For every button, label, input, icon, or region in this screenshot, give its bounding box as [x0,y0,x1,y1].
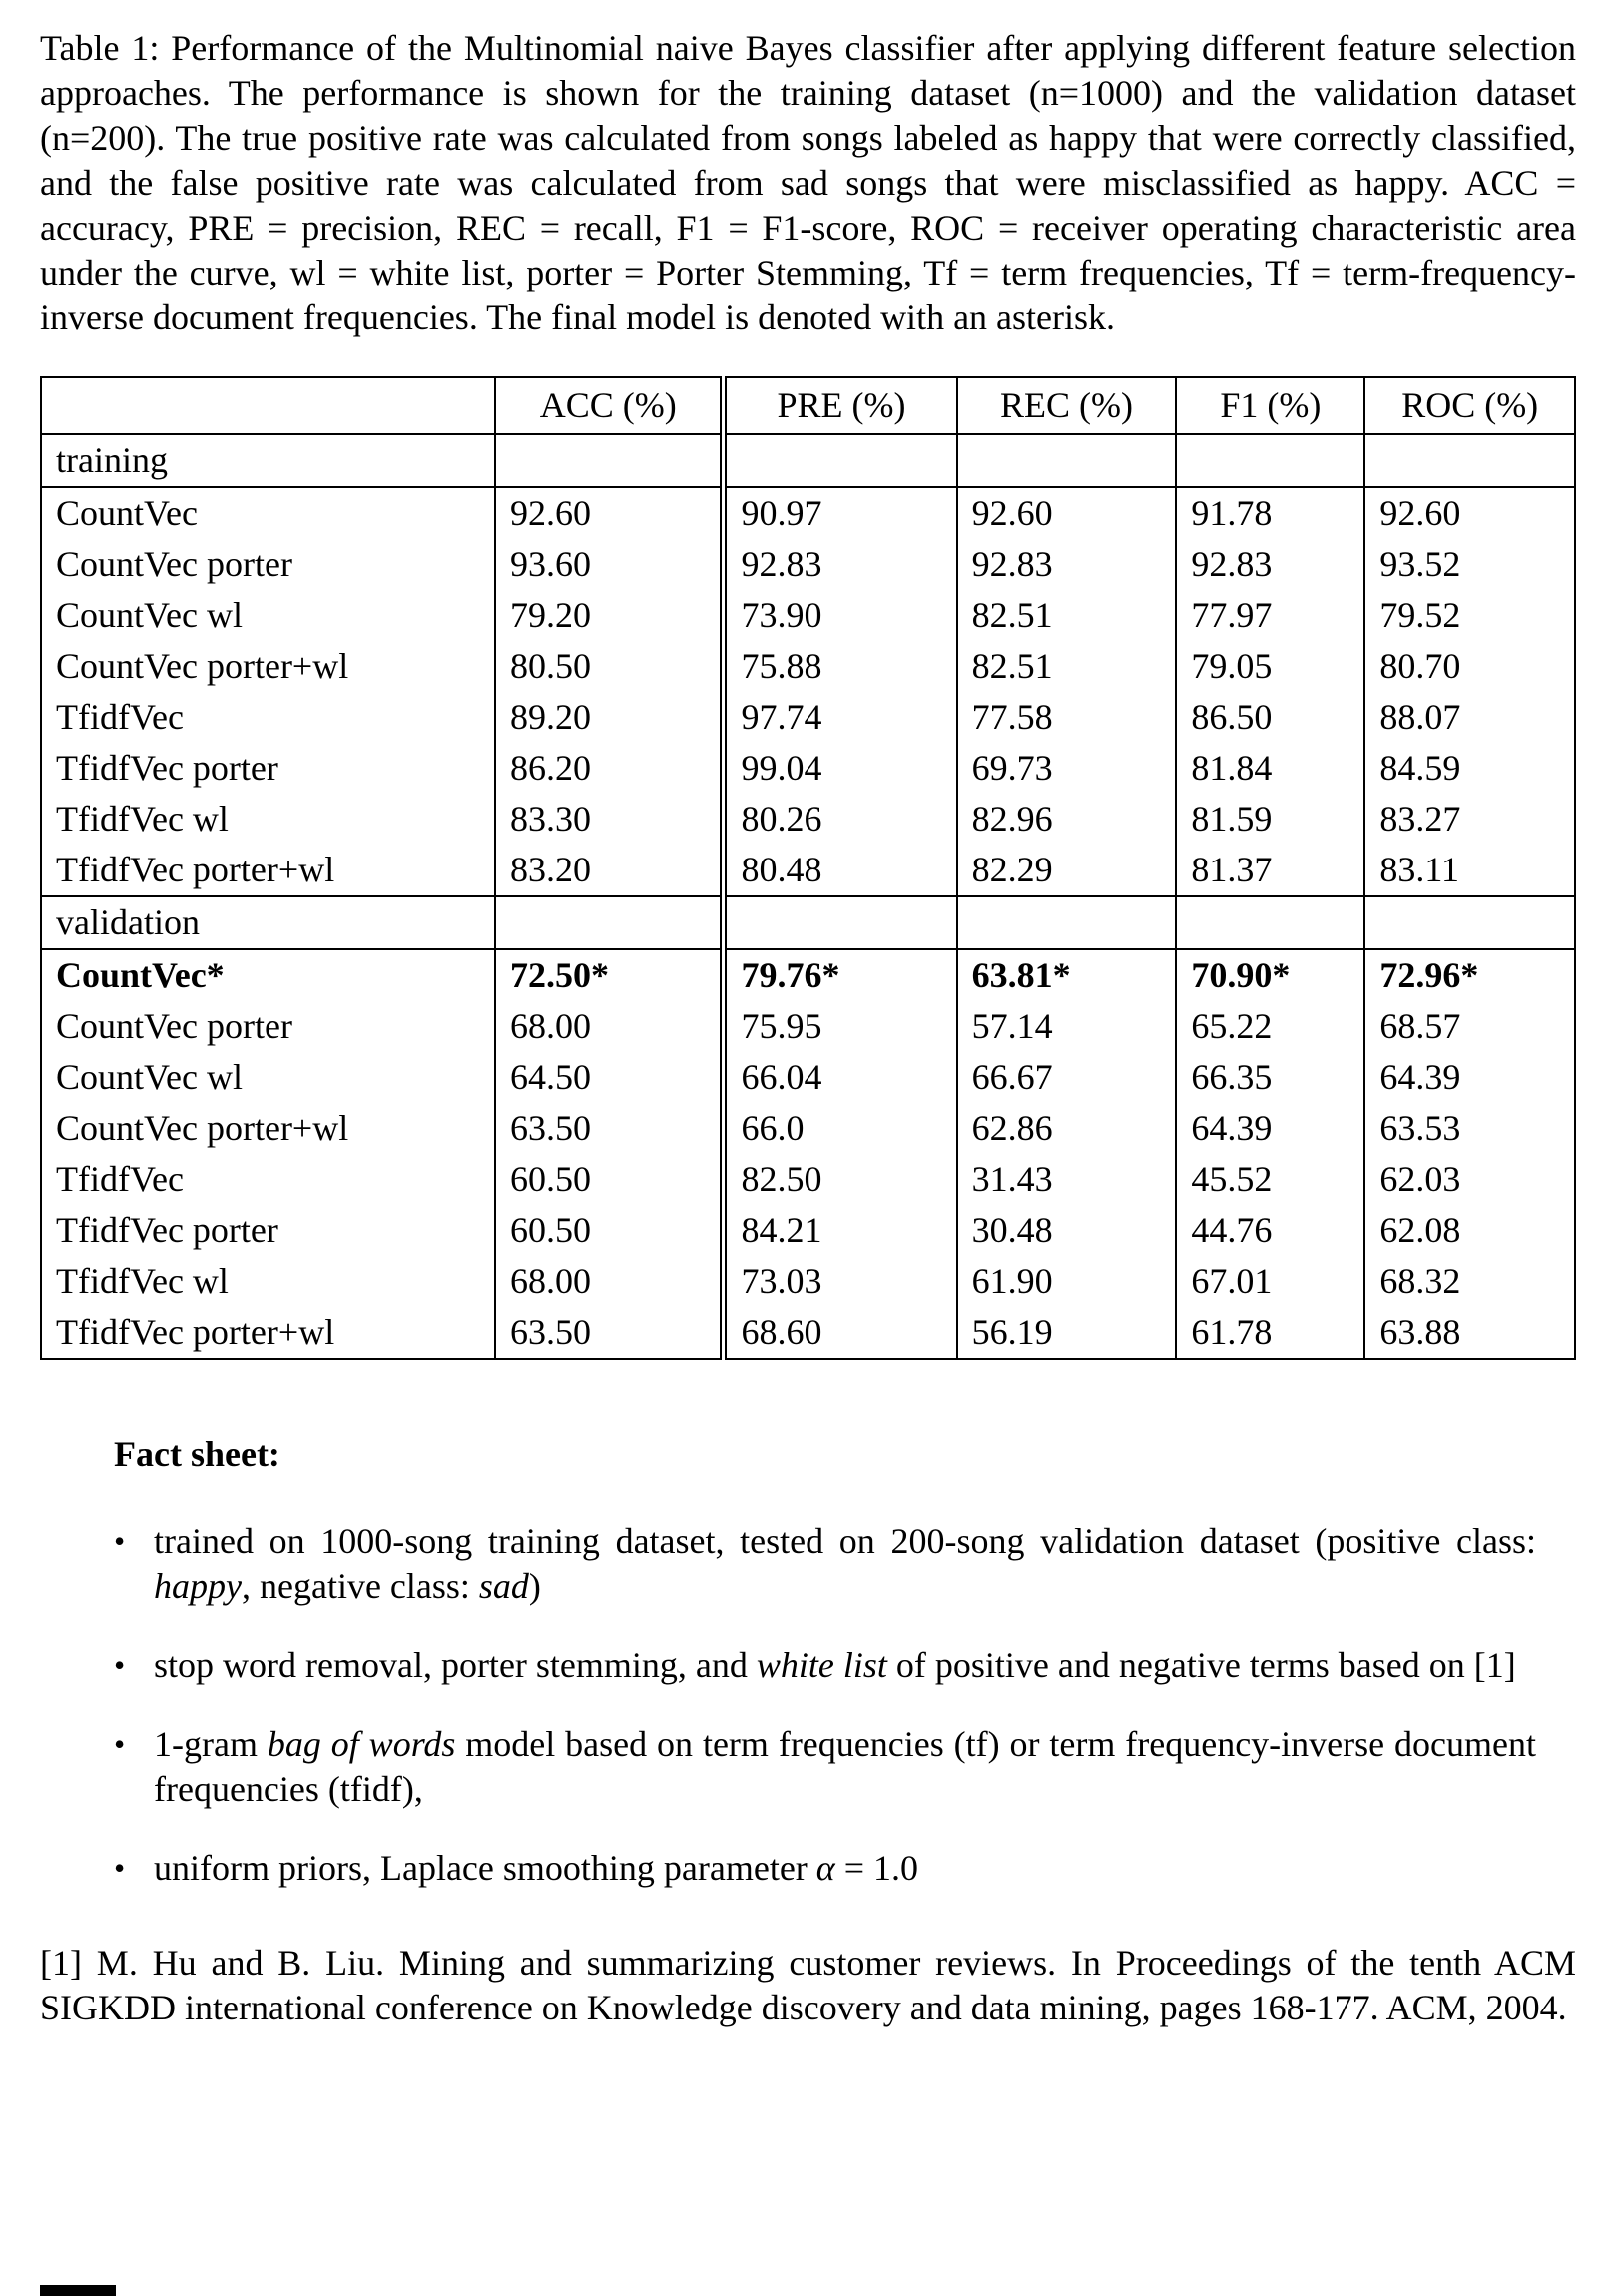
fact-sheet-bullets [114,1519,1576,1891]
bullet-icon: • [114,1850,126,1886]
metric-value: 65.22 [1176,1001,1364,1052]
metric-value: 61.90 [957,1256,1177,1307]
metric-value: 63.50 [495,1307,724,1359]
header-empty [41,377,495,434]
bullet-item [114,1519,1576,1609]
text-segment: , negative class: [241,1566,479,1606]
metric-value: 72.50* [495,949,724,1001]
text-segment: white list [756,1645,887,1685]
empty-cell [1364,434,1575,487]
metric-value: 83.27 [1364,794,1575,845]
table-caption: Table 1: Performance of the Multinomial naive Bayes classifier after applying different feature selection approaches. The performance is shown for the training dataset (n=1000) and the validation dataset (n=200). The true positive rate was calculated from songs labeled as happy that were correctly classified, and the false positive rate was calculated from sad songs that were misclassified as happy. ACC = accuracy, PRE = precision, REC = recall, F1 = F1-score, ROC = receiver operating characteristic area under the curve, wl = white list, porter = Porter Stemming, Tf = term frequencies, Tf = term-frequency-inverse document frequencies. The final model is denoted with an asterisk. [40,28,1576,337]
metric-value: 45.52 [1176,1154,1364,1205]
header-pre: PRE (%) [724,377,957,434]
section-label: validation [41,896,495,949]
results-table-head [41,377,1575,434]
metric-value: 80.70 [1364,641,1575,692]
fact-sheet-title: Fact sheet: [114,1435,280,1474]
metric-value: 77.97 [1176,590,1364,641]
bullet-text [154,1846,958,1891]
metric-value: 68.00 [495,1256,724,1307]
bullet-item [114,1722,1576,1812]
section-row [41,896,1575,949]
metric-value: 63.88 [1364,1307,1575,1359]
table-row [41,1154,1575,1205]
metric-value: 80.50 [495,641,724,692]
empty-cell [1176,434,1364,487]
row-label: TfidfVec wl [56,799,229,839]
row-label: CountVec wl [56,595,243,635]
row-label: TfidfVec porter [56,1210,278,1250]
reference-text: [1] M. Hu and B. Liu. Mining and summarizing customer reviews. In Proceedings of the tenth ACM SIGKDD international conference on Knowledge discovery and data mining, pages 168-177. ACM, 2004. [40,1943,1576,2027]
text-segment: bag of words [267,1724,456,1764]
metric-value: 64.39 [1176,1103,1364,1154]
bullet-icon: • [114,1726,126,1762]
metric-value: 66.35 [1176,1052,1364,1103]
metric-value: 80.26 [724,794,957,845]
metric-value: 66.0 [724,1103,957,1154]
metric-value: 56.19 [957,1307,1177,1359]
text-segment: ) [528,1566,541,1606]
metric-value: 80.48 [724,845,957,896]
table-row [41,1256,1575,1307]
text-segment: uniform priors, Laplace smoothing parameter [154,1848,816,1888]
metric-value: 62.03 [1364,1154,1575,1205]
metric-value: 66.67 [957,1052,1177,1103]
row-label: CountVec porter [56,544,292,584]
metric-value: 77.58 [957,692,1177,743]
metric-value: 92.60 [1364,487,1575,539]
row-label: TfidfVec wl [56,1261,229,1301]
metric-value: 93.60 [495,539,724,590]
metric-value: 89.20 [495,692,724,743]
row-label: TfidfVec [56,697,184,737]
metric-value: 86.50 [1176,692,1364,743]
bullet-text [154,1722,1576,1812]
row-label: CountVec porter+wl [56,646,349,686]
metric-value: 70.90* [1176,949,1364,1001]
empty-cell [957,434,1177,487]
metric-value: 67.01 [1176,1256,1364,1307]
row-label: CountVec porter+wl [56,1108,349,1148]
bullet-item [114,1643,1576,1688]
metric-value: 83.30 [495,794,724,845]
table-row [41,743,1575,794]
empty-cell [957,896,1177,949]
metric-value: 73.90 [724,590,957,641]
table-row [41,692,1575,743]
metric-value: 63.53 [1364,1103,1575,1154]
empty-cell [495,434,724,487]
metric-value: 62.08 [1364,1205,1575,1256]
metric-value: 83.11 [1364,845,1575,896]
metric-value: 30.48 [957,1205,1177,1256]
text-segment: model based on term frequencies (tf) or term frequency-inverse document frequencies (tfidf), [154,1724,1536,1809]
metric-value: 92.60 [957,487,1177,539]
table-row [41,794,1575,845]
metric-value: 63.81* [957,949,1177,1001]
header-rec: REC (%) [957,377,1177,434]
empty-cell [495,896,724,949]
table-row [41,487,1575,539]
results-table [40,376,1576,1360]
metric-value: 68.57 [1364,1001,1575,1052]
metric-value: 82.96 [957,794,1177,845]
metric-value: 60.50 [495,1154,724,1205]
metric-value: 64.39 [1364,1052,1575,1103]
page-edge-artifact [40,2285,116,2296]
metric-value: 82.29 [957,845,1177,896]
table-row [41,1205,1575,1256]
empty-cell [724,434,957,487]
bullet-icon: • [114,1647,126,1683]
metric-value: 72.96* [1364,949,1575,1001]
table-row [41,1103,1575,1154]
table-row [41,949,1575,1001]
metric-value: 91.78 [1176,487,1364,539]
row-label: CountVec porter [56,1006,292,1046]
row-label: TfidfVec porter+wl [56,850,335,889]
metric-value: 99.04 [724,743,957,794]
row-label: TfidfVec [56,1159,184,1199]
text-segment: stop word removal, porter stemming, and [154,1645,757,1685]
header-acc: ACC (%) [495,377,724,434]
row-label: TfidfVec porter+wl [56,1312,335,1352]
text-segment: 1-gram [154,1724,268,1764]
metric-value: 88.07 [1364,692,1575,743]
metric-value: 73.03 [724,1256,957,1307]
text-segment: trained on 1000-song training dataset, tested on 200-song validation dataset (positive class: [154,1521,1536,1561]
bullet-icon: • [114,1523,126,1559]
metric-value: 86.20 [495,743,724,794]
metric-value: 57.14 [957,1001,1177,1052]
metric-value: 75.88 [724,641,957,692]
metric-value: 75.95 [724,1001,957,1052]
text-segment: of positive and negative terms based on [1] [886,1645,1516,1685]
text-segment: sad [478,1566,529,1606]
section-label: training [41,434,495,487]
empty-cell [724,896,957,949]
metric-value: 97.74 [724,692,957,743]
row-label: CountVec [56,493,198,533]
metric-value: 79.52 [1364,590,1575,641]
row-label: TfidfVec porter [56,748,278,788]
section-row [41,434,1575,487]
text-segment: happy [154,1566,242,1606]
metric-value: 84.59 [1364,743,1575,794]
text-segment: α [815,1848,835,1888]
bullet-text [154,1643,1556,1688]
metric-value: 81.84 [1176,743,1364,794]
metric-value: 64.50 [495,1052,724,1103]
metric-value: 93.52 [1364,539,1575,590]
metric-value: 79.20 [495,590,724,641]
bullet-text [154,1519,1576,1609]
metric-value: 44.76 [1176,1205,1364,1256]
table-row [41,1001,1575,1052]
results-table-body [41,434,1575,1359]
metric-value: 60.50 [495,1205,724,1256]
metric-value: 63.50 [495,1103,724,1154]
table-row [41,1307,1575,1359]
table-row [41,641,1575,692]
header-roc: ROC (%) [1364,377,1575,434]
empty-cell [1176,896,1364,949]
table-row [41,845,1575,896]
metric-value: 68.00 [495,1001,724,1052]
row-label: CountVec wl [56,1057,243,1097]
table-row [41,539,1575,590]
table-row [41,590,1575,641]
metric-value: 31.43 [957,1154,1177,1205]
metric-value: 90.97 [724,487,957,539]
metric-value: 82.51 [957,641,1177,692]
metric-value: 79.05 [1176,641,1364,692]
metric-value: 61.78 [1176,1307,1364,1359]
metric-value: 62.86 [957,1103,1177,1154]
metric-value: 92.83 [724,539,957,590]
fact-sheet [114,1434,1576,1891]
header-f1: F1 (%) [1176,377,1364,434]
bullet-item [114,1846,1576,1891]
table-row [41,1052,1575,1103]
metric-value: 68.60 [724,1307,957,1359]
metric-value: 82.50 [724,1154,957,1205]
metric-value: 69.73 [957,743,1177,794]
metric-value: 92.60 [495,487,724,539]
metric-value: 83.20 [495,845,724,896]
row-label: CountVec* [56,955,225,995]
metric-value: 79.76* [724,949,957,1001]
empty-cell [1364,896,1575,949]
metric-value: 92.83 [957,539,1177,590]
metric-value: 81.59 [1176,794,1364,845]
metric-value: 84.21 [724,1205,957,1256]
header-row [41,377,1575,434]
metric-value: 66.04 [724,1052,957,1103]
metric-value: 82.51 [957,590,1177,641]
metric-value: 81.37 [1176,845,1364,896]
metric-value: 92.83 [1176,539,1364,590]
text-segment: = 1.0 [834,1848,919,1888]
metric-value: 68.32 [1364,1256,1575,1307]
